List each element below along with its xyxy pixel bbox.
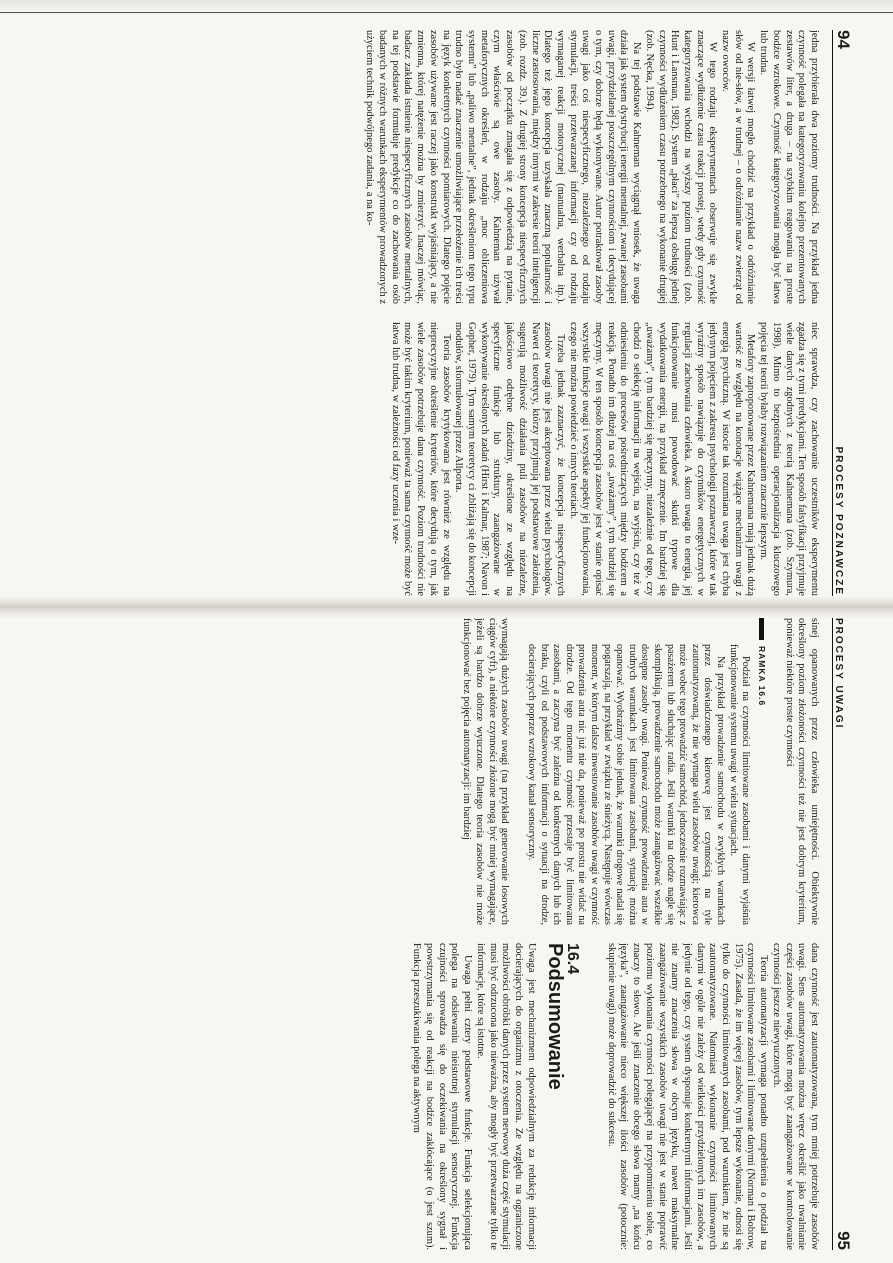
section-number: 16.4 bbox=[564, 943, 582, 975]
paragraph: Na tej podstawie Kahneman wyciągnął wniosek, że uwaga działa jak system dystrybucji energii mentalnej, zwanej zasobami uwagi, przydzielanej poszczególnym czynnościom i decydującej o tym, czy dobrze będą wykonywane. Autor potraktował zasoby uwagi jako coś niespecyficznego, niezależnego od rodzaju stymulacji, treści przetwarzanej informacji czy od rodzaju wymaganej reakcji motorycznej (manualna, werbalna itp.). Dlatego też jego koncepcja uzyskała znaczną popularność i liczne zastosowania, między innymi w zakresie teorii inteligencji (zob. rozdz. 39.). Z drugiej strony koncepcja niespecyficznych zasobów od początku zmagała się z odpowiedzią na pytanie, czym właściwie są owe zasoby. Kahneman używał metaforycznych określeń, w rodzaju „moc obliczeniowa systemu” lub „paliwo mentalne”, jednak określeniom tego typu trudno było nadać znaczenie umożliwiające przełożenie ich treści na język konkretnych czynności pomiarowych. Dlatego pojęcie zasobów używane jest raczej jako konstrukt wyjaśniający, a nie zmienna, której natężenie można by zmierzyć. Inaczej mówiąc, badacz zakłada istnienie niespecyficznych zasobów mentalnych, na tej podstawie formułuje predykcje co do zachowania osób badanych w różnych warunkach eksperymentów prowadzonych z użyciem technik podwójnego zadania, a na ko- bbox=[364, 30, 643, 304]
page-95 bbox=[55, 618, 855, 1250]
page-94 bbox=[58, 30, 855, 596]
column-1 bbox=[410, 618, 820, 925]
paragraph: Teoria zasobów krytykowana jest również ze względu na nieprecyzyjne określenie kryteriów, które decydują o tym, jak wiele zasobów potrzebuje dana czynność. Poziom trudności nie może być takim kryterium, ponieważ ta sama czynność może być łatwa lub trudna, w zależności od fazy uczenia i wze- bbox=[389, 322, 452, 596]
running-title: PROCESY POZNAWCZE bbox=[833, 446, 844, 596]
page-number: 95 bbox=[834, 1231, 853, 1250]
box-paragraph: Podział na czynności limitowane zasobami i danymi wyjaśnia funkcjonowanie systemu uwagi w wielu sytuacjach. bbox=[727, 644, 752, 925]
section-title: Podsumowanie bbox=[544, 943, 567, 1090]
text-columns bbox=[410, 618, 820, 1250]
page-number: 94 bbox=[834, 30, 853, 49]
paragraph: jedna przybierała dwa poziomy trudności. Na przykład jedna czynność polegała na kategoryzowaniu kolejno prezentowanych zestawów liter, a druga – na szybkim reagowaniu na proste bodźce wzrokowe. Czynność kategoryzowania mogła być łatwa lub trudna. bbox=[758, 30, 820, 304]
text-columns bbox=[363, 30, 820, 596]
paragraph: Uwaga pełni cztery podstawowe funkcje. Funkcja selekcjonująca polega na odsiewaniu nieistotnej stymulacji sensorycznej. Funkcja czujności sprowadza się do oczekiwania na określony sygnał i powstrzymania się od reakcji na bodźce zakłócające (o jest szum). Funkcja przeszukiwania polega na aktywnym bbox=[411, 943, 474, 1250]
paragraph: niec sprawdza, czy zachowanie uczestników eksperymentu zgadza się z tymi predykcjami. Ten sposób falsyfikacji przyjmuje wiele danych zgodnych z teorią Kahnemana (zob. Szymura, 1998). Mimo to bezpośrednia operacjonalizacja kluczowego pojęcia tej teorii byłaby rozwiązaniem znacznie lepszym. bbox=[758, 322, 820, 596]
column-2 bbox=[410, 943, 820, 1250]
column-1 bbox=[363, 30, 820, 304]
scan-edge-line bbox=[0, 12, 893, 13]
box-content bbox=[525, 618, 752, 925]
paragraph: W tego rodzaju eksperymentach obserwuje się zwykle znaczące wydłużenie czasu reakcji prostej, wtedy gdy czynność kategoryzowania wchodzi na wyższy poziom trudności (zob. Hunt i Lansman, 1982). System „płaci” za lepszą obsługę jednej czynności wydłużeniem czasu potrzebnego na wykonanie drugiej (zob. Nęcka, 1994). bbox=[643, 30, 719, 304]
box-title: RAMKA 16.6 bbox=[756, 646, 767, 707]
running-head-95 bbox=[832, 618, 855, 1250]
box-label bbox=[755, 618, 768, 925]
running-head-94 bbox=[832, 30, 855, 596]
box-paragraph: Na przykład prowadzenie samochodu w zwykłych warunkach przez doświadczonego kierowcę jest czynnością na tyle zautomatyzowaną, że nie wymaga wielu zasobów uwagi; kierowca może wobec tego prowadzić samochód, jednocześnie rozmawiając z pasażerem lub słuchając radia. Jeśli warunki na drodze nagle się skomplikują, prowadzenie samochodu może zaangażować wszelkie dostępne zasoby uwagi. Ponieważ czynność prowadzenia auta w trudnych warunkach jest limitowana zasobami, sytuację można opanować. Wyobraźmy sobie jednak, że warunki drogowe nadal się pogarszają, na przykład w związku ze śnieżycą. Następuje wówczas moment, w którym dalsze inwestowanie zasobów uwagi w czynność prowadzenia auta nic już nie da, ponieważ po prostu nie widać na drodze. Od tego momentu czynność przestaje być limitowana zasobami, a zaczyna być zależna od konkretnych danych lub ich braku, czyli od podstawowych informacji o sytuacji na drodze, docierających poprzez wzrokowy kanał sensoryczny. bbox=[526, 644, 726, 925]
running-title: PROCESY UWAGI bbox=[833, 618, 844, 730]
paragraph: Teoria automatyzacji wymaga ponadto uzupełnienia o podział na czynności limitowane zasobami i limitowane danymi (Norman i Bobrow, 1975). Zasada, że im więcej zasobów, tym lepsze wykonanie, odnosi się tylko do czynności limitowanych zasobami, pod warunkiem, że nie są zautomatyzowane. Natomiast wykonanie czynności limitowanych danymi w ogóle nie zależy od wielkości przydzielonych im zasobów, a jedynie od tego, czy system dysponuje konkretnymi informacjami. Jeśli nie znamy znaczenia słowa w obcym języku, nawet maksymalne zaangażowanie wszystkich zasobów uwagi nie jest w stanie poprawić poziomu wykonania czynności polegającej na przypomnieniu sobie, co znaczy to słowo. Ale jeśli znaczenie obcego słowa mamy „na końcu języka”, zaangażowanie nieco większej ilości zasobów (potocznie: skupienie uwagi) może doprowadzić do sukcesu. bbox=[605, 943, 770, 1250]
paragraph: W wersji łatwej mogło chodzić na przykład o odróżnianie słów od nie-słów, a w trudnej – o odróżnianie nazw zwierząt od nazw owoców. bbox=[720, 30, 757, 304]
scan-top-edge bbox=[0, 0, 893, 12]
column-2 bbox=[363, 322, 820, 596]
paragraph: Trzeba jednak zaznaczyć, że koncepcja niespecyficznych zasobów uwagi nie jest akceptowana przez wielu psychologów. Nawet ci teoretycy, którzy przyjmują jej podstawowe założenia, sugerują możliwość działania puli zasobów na niezależne, jakościowo odrębne dziedziny, określone ze względu na specyficzne funkcje lub struktury, zaangażowane w wykonywanie określonych zadań (Hirst i Kalmar, 1987; Navon i Gopher, 1979). Tym samym teoretycy ci zbliżają się do koncepcji modułów, sformułowanej przez Allporta. bbox=[453, 322, 566, 596]
paragraph: Metafory zaproponowane przez Kahnemana mają jednak dużą wartość ze względu na konotacje wiążące mechanizm uwagi z energią psychiczną. W istocie tak rozumiana uwaga jest chyba jedynym pojęciem z zakresu psychologii poznawczej, które w tak wyraźny sposób nawiązuje do czynników energetycznych w regulacji zachowania człowieka. A skoro uwaga to energia, jej funkcjonowanie musi powodować skutki typowe dla wydatkowania energii, na przykład zmęczenie. Im bardziej się „uważamy”, tym bardziej się męczymy, niezależnie od tego, czy chodzi o selekcję informacji na wejściu, na wyjściu, czy też w odniesieniu do procesów pośredniczących między bodźcem a reakcją. Ponadto im dłużej na coś „uważamy”, tym bardziej się męczymy. W ten sposób koncepcja zasobów jest w stanie opisać wszystkie funkcje uwagi i wszystkie aspekty jej funkcjonowania, czego nie można powiedzieć o innych teoriach. bbox=[567, 322, 757, 596]
book-fold bbox=[0, 596, 893, 618]
paragraph: sinej opanowanych przez człowieka umiejętności. Obiektywnie określony poziom złożoności czynności też nie jest dobrym kryterium, ponieważ niektóre proste czynności bbox=[783, 618, 820, 925]
paragraph: Uwaga jest mechanizmem odpowiedzialnym za redukcję informacji docierających do organizmu z otoczenia. Ze względu na ograniczone możliwości obróbki danych przez system nerwowy duża część stymulacji musi być odrzucona jako nieważna, aby mogły być przetwarzane tylko te informacje, które są istotne. bbox=[474, 943, 537, 1250]
paragraph: wymagają dużych zasobów uwagi (na przykład generowanie losowych ciągów cyfr), a niektóre czynności złożone mogą być mniej wymagające, jeżeli są bardzo dobrze wyuczone. Dlatego teoria zasobów nie może funkcjonować bez pojęcia automatyzacji: im bardziej bbox=[461, 618, 511, 925]
paragraph: dana czynność jest zautomatyzowana, tym mniej potrzebuje zasobów uwagi. Sens automatyzowania można wręcz określić jako uwalnianie części zasobów uwagi, które mogą być zaangażowane w kontrolowanie czynności jeszcze niewyuczonych. bbox=[770, 943, 820, 1250]
box-marker bbox=[759, 618, 764, 640]
